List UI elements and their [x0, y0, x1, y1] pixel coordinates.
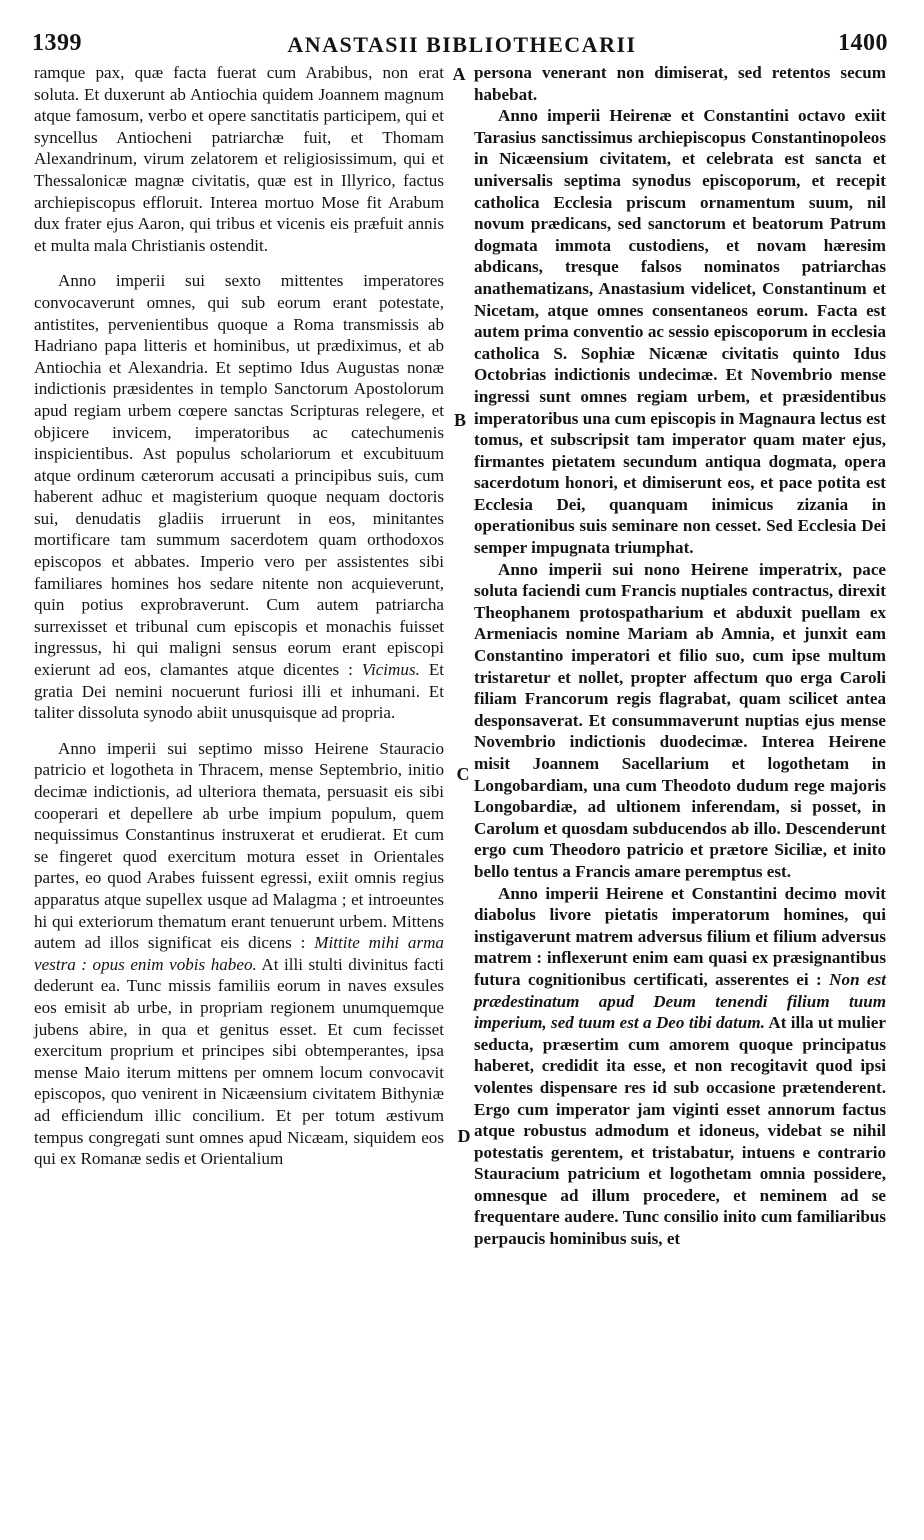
paragraph-text: Et gratia Dei nemini nocuerunt furiosi illi et inhumani. Et taliter dissoluta synodo abiit unusquisque ad propria. — [34, 660, 445, 723]
paragraph — [34, 738, 444, 1170]
paragraph-text: At illa ut mulier seducta, præsertim cum amorem quoque principatus haberet, credidit ita esse, et non recogitavit quod ipsi volentes dispensare res id sub occasione prætenderent. Ergo cum imperator jam viginti esset annorum factus atque robustus admodum et idoneus, videbat se nihil potestatis gerentem, et tristabatur, intuens e contrario Stauracium patricium et logothetam omnia possidere, omnesque ad illum procedere, et neminem ad se frequentare audere. Tunc consilio inito cum familiaribus perpaucis hominibus suis, et — [474, 1013, 886, 1249]
italic-quote: Non est prædestinatum apud Deum tenendi filium tuum imperium, sed tuum est a Deo tibi datum. — [474, 969, 886, 1033]
paragraph: Anno imperii Heirenæ et Constantini octavo exiit Tarasius sanctissimus archiepiscopus Constantinopoleos in Nicæensium civitatem, et celebrata est sancta et universalis septima synodus episcoporum, et recepit catholica Ecclesia priscum ornamentum suum, nil novum prædicans, sed sanctorum et beatorum Patrum dogmata immota custodiens, et novam hæresim abdicans, tresque falsos nominatos patriarchas anathematizans, Anastasium videlicet, Constantinum et Nicetam, atque omnes consentaneos eorum. Facta est autem prima conventio ac sessio episcoporum in ecclesia catholica S. Sophiæ Nicænæ civitatis quinto Idus Octobrias indictionis undecimæ. Et Novembrio mense ingressi sunt omnes regiam urbem, et præsidentibus imperatoribus una cum episcopis in Magnaura lectus est tomus, et subscripsit tam imperator quam mater ejus, firmantes pietatem secundum antiqua dogmata, opera sacerdotum honori, et dimiserunt eos, et pace potita est Ecclesia Dei, quanquam inimicus zizania in operationibus suis seminare non cesset. Sed Ecclesia Dei semper impugnata triumphat. — [474, 106, 886, 558]
paragraph — [474, 883, 886, 1250]
paragraph: ramque pax, quæ facta fuerat cum Arabibus, non erat soluta. Et duxerunt ab Antiochia quidem Joannem magnum atque famosum, verbo et opere sanctitatis participem, qui et syncellus Antiocheni patriarchæ fuit, et Thomam Alexandrinum, virum zelatorem et religiosissimum, qui et Thessalonicæ magnæ civitatis, quæ est in Illyrico, factus archiepiscopus effloruit. Interea mortuo Mose fit Arabum dux frater ejus Aaron, qui tribus et vicenis eis præfuit annis et multa mala Christianis ostendit. — [34, 63, 444, 255]
paragraph-text: Anno imperii sui sexto mittentes imperatores convocaverunt omnes, qui sub eorum erant potestate, antistites, pervenientibus quoque a Roma transmissis ab Hadriano papa litteris et hominibus, ut prædiximus, et ab Antiochia et Alexandria. Et septimo Idus Augustas nonæ indictionis præsidentes in templo Sanctorum Apostolorum apud regiam urbem cœpere sanctas Scripturas relegere, et objicere invicem, imperatoribus ac catechumenis inspicientibus. Ast populus scholariorum et excubituum atque ordinum cæterorum accusati a principibus suis, cum haberent adhuc et magisterium quoque nequam doctoris sui, denudatis gladiis irruerunt in eos, minitantes mortificare tam summum sacerdotem quam orthodoxos episcopos et abbates. Imperio vero per assistentes sibi familiares homines hos sedare nitente non acquieverunt, quin potius exprobraverunt. Cum autem patriarcha surrexisset et tribunal cum episcopis et monachis fuisset ingressus, hi qui maligni sensus eorum erant episcopi exierunt ad eos, clamantes atque dicentes : — [34, 271, 444, 680]
page-header — [30, 30, 894, 64]
right-column — [474, 62, 886, 1250]
paragraph: persona venerant non dimiserat, sed retentos secum habebat. — [474, 63, 886, 104]
margin-letter-c: C — [456, 764, 470, 784]
paragraph: Anno imperii sui nono Heirene imperatrix, pace soluta faciendi cum Francis nuptiales contractus, direxit Theophanem protospatharium et abduxit puellam ex Armeniacis nomine Mariam ab Amnia, et junxit eam Constantino imperatori et filio suo, cum ipse multum tristaretur et nollet, propter affectum quo erga Caroli filiam Francorum regis flagrabat, quam scilicet antea desponsaverat. Et consummaverunt nuptias ejus mense Novembrio indictionis duodecimæ. Interea Heirene misit Joannem Sacellarium et logothetam in Longobardiam, una cum Theodoto dudum rege majoris Longobardiæ, ad ultionem inferendam, si posset, in Carolum et quosdam subducendos ab illo. Descenderunt ergo cum Theodoro patricio et prætore Siciliæ, et inito bello tentus a Francis amare peremptus est. — [474, 559, 886, 881]
left-column — [34, 62, 444, 1170]
page-number-left: 1399 — [32, 30, 82, 56]
italic-quote: Vicimus. — [361, 660, 420, 680]
italic-quote: Mittite mihi arma vestra : opus enim vobis habeo. — [34, 933, 444, 974]
paragraph-text: At illi stulti divinitus facti dederunt ea. Tunc missis familiis eorum in naves exsules eos emisit ab urbe, in propriam regionem unumquemque jubens abire, in qua et genitus esset. Et cum fecisset exercitum proprium et principes sibi obtemperantes, ipsa mense Maio iterum mittens per omnem locum convocavit episcopos, quo venirent in Nicæensium civitatem Bithyniæ ad efficiendum illic concilium. Et per totum æstivum tempus congregati sunt omnes apud Nicæam, siquidem eos qui ex Romanæ sedis et Orientalium — [34, 954, 444, 1169]
running-title: ANASTASII BIBLIOTHECARII — [287, 32, 637, 57]
page-number-right: 1400 — [838, 30, 888, 56]
margin-letter-d: D — [457, 1126, 471, 1146]
paragraph-text: Anno imperii sui septimo misso Heirene Stauracio patricio et logotheta in Thracem, mense Septembrio, initio decimæ indictionis, ad ulteriora themata, persuasit eis sibi cooperari et depellere ab urbe impium populum, quem nequissimus Constantinus instruxerat et erudierat. Et cum se fingeret quod exercitum motura esset in Orientales partes, eo quod Arabes fuissent egressi, exiit omnis regius apparatus atque supellex usque ad Malagma ; et introeuntes hi qui exteriorum thematum erant tenuerunt urbem. Mittens autem ad illos significat eis dicens : — [34, 738, 444, 953]
paragraph — [34, 270, 444, 723]
margin-letter-b: B — [453, 410, 466, 430]
paragraph-text: Anno imperii Heirene et Constantini decimo movit diabolus livore pietatis imperatorum homines, qui instigaverunt matrem adversus filium et filium adversus matrem : inflexerunt enim eam quasi ex præsignantibus futura cognitionibus certificati, asserentes ei : — [474, 883, 886, 989]
margin-letter-a: A — [452, 64, 466, 84]
